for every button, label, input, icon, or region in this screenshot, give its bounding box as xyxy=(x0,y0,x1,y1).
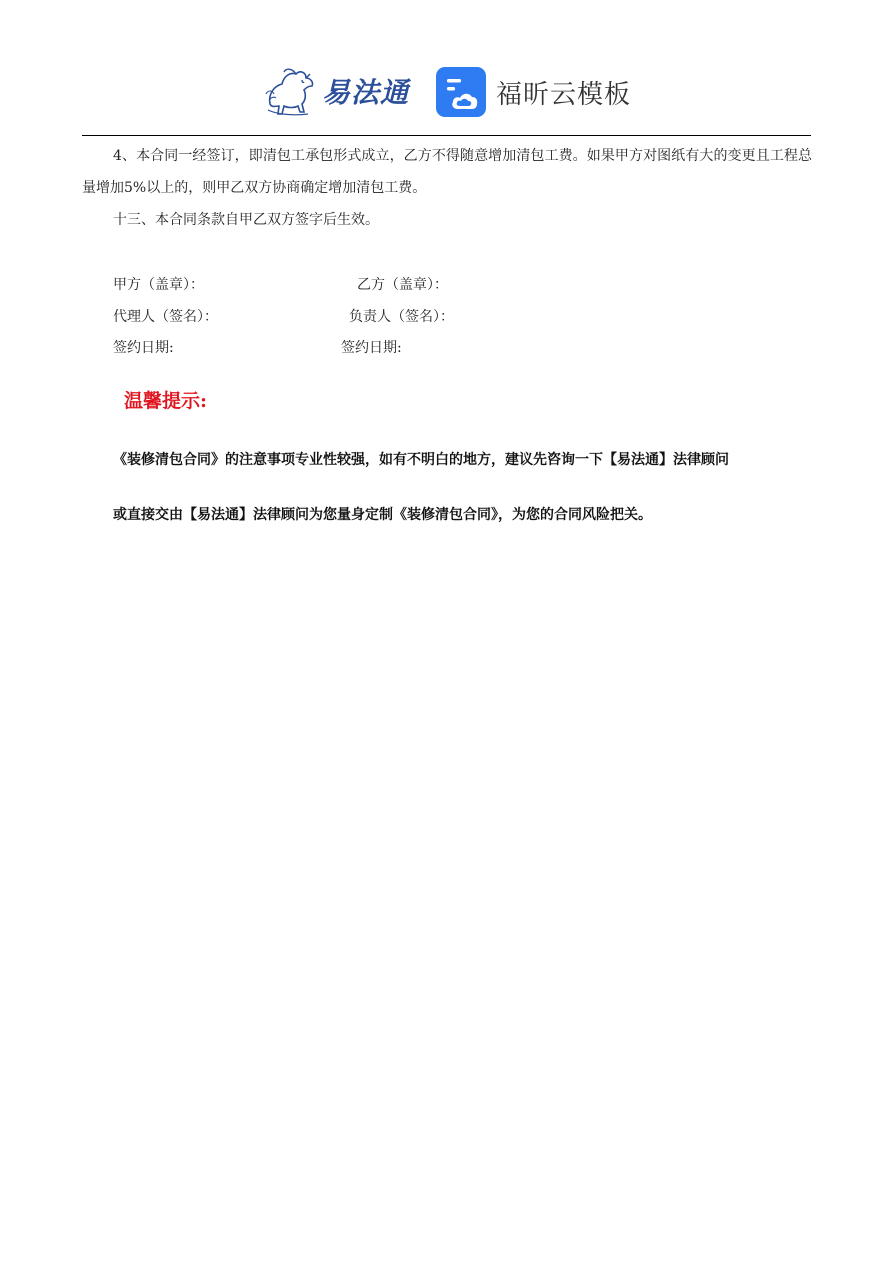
page-header xyxy=(0,58,893,124)
party-b-seal-label: 乙方（盖章）： xyxy=(357,277,448,293)
principal-sign-label: 负责人（签名）： xyxy=(349,309,454,325)
tip-line-1: 《装修清包合同》的注意事项专业性较强，如有不明白的地方，建议先咨询一下【易法通】法律顾问 xyxy=(113,452,729,468)
cloud-document-icon xyxy=(436,67,486,117)
agent-sign-label: 代理人（签名）： xyxy=(113,309,218,325)
tip-title: 温馨提示: xyxy=(124,390,208,412)
party-a-date-label: 签约日期: xyxy=(113,340,174,356)
yifatong-logo xyxy=(262,64,412,118)
tip-line-2: 或直接交由【易法通】法律顾问为您量身定制《装修清包合同》，为您的合同风险把关。 xyxy=(113,507,652,523)
fuxin-logo-text: 福昕云模板 xyxy=(496,79,632,110)
header-divider xyxy=(82,135,811,136)
yifatong-logo-text: 易法通 xyxy=(322,76,410,109)
clause-13-paragraph: 十三、本合同条款自甲乙双方签字后生效。 xyxy=(113,212,379,228)
party-b-date-label: 签约日期: xyxy=(341,340,402,356)
party-a-seal-label: 甲方（盖章）： xyxy=(113,277,204,293)
fuxin-logo xyxy=(436,65,631,119)
clause-4-paragraph: 4、本合同一经签订，即清包工承包形式成立，乙方不得随意增加清包工费。如果甲方对图纸有大的变更且工程总量增加5%以上的，则甲乙双方协商确定增加清包工费。 xyxy=(82,148,812,196)
horse-icon xyxy=(262,64,320,118)
